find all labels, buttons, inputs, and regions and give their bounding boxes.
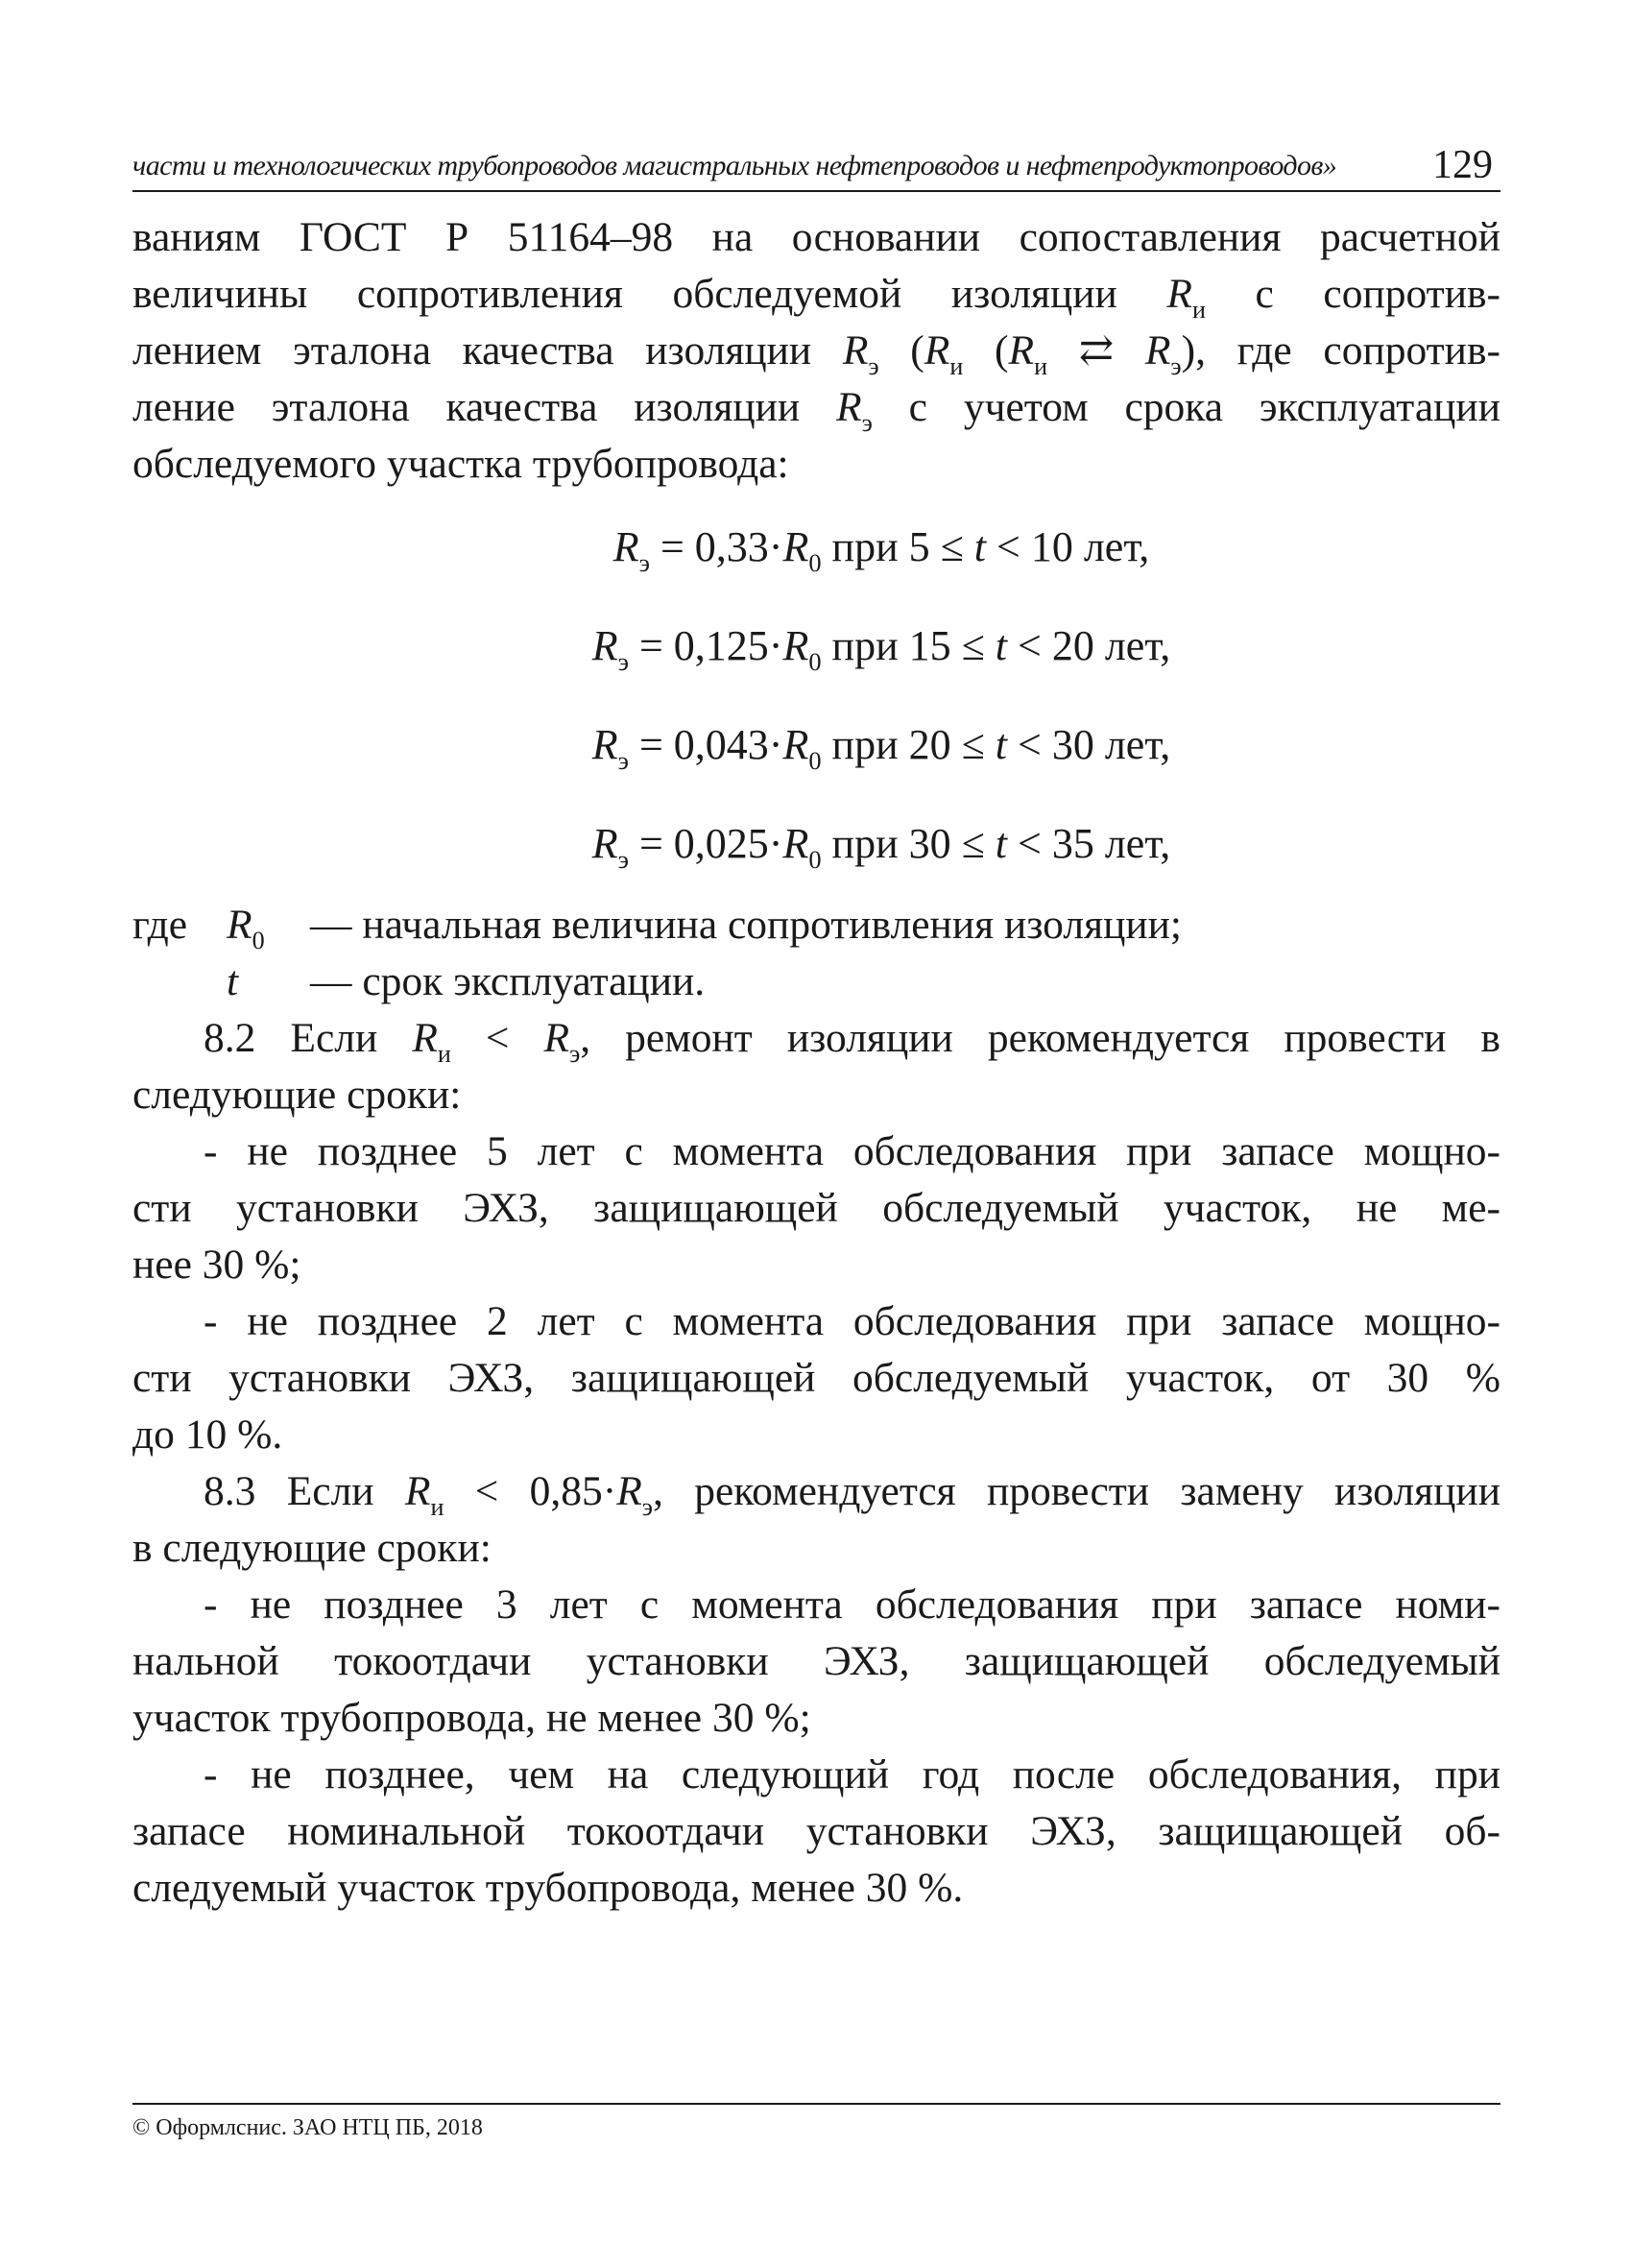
r-e-symbol: $R_э$: [842, 327, 879, 380]
intro-line-5: обследуемого участка трубопровода:: [132, 441, 789, 487]
section-8-2-line-1: 8.2 Если $R_и < R_э$, ремонт изоляции рекомендуется провести в: [204, 1015, 1500, 1068]
r-i-symbol: $R_и$: [1166, 271, 1206, 324]
list-item: - не позднее, чем на следующий год после обследования, при: [204, 1751, 1500, 1798]
formula-row: $R_э = 0,025\cdot R_0$ при 30 ≤ t < 35 лет,: [591, 820, 1171, 875]
list-item: - не позднее 3 лет с момента обследования при запасе номи-: [204, 1581, 1500, 1628]
intro-paragraph: [132, 209, 1500, 493]
definition-r0: где $R_0$ — начальная величина сопротивления изоляции;: [132, 902, 1182, 954]
footer-copyright: © Оформлснис. ЗАО НТЦ ПБ, 2018: [132, 2115, 483, 2140]
intro-line-3: лением эталона качества изоляции $R_э$ ($R_и$ ($R_и$ ⇄ $R_э$), где сопротив-: [132, 327, 1500, 380]
running-header: [132, 142, 1500, 192]
formula-row: $R_э = 0,043\cdot R_0$ при 20 ≤ t < 30 лет,: [591, 721, 1171, 776]
page-number: 129: [1432, 143, 1493, 187]
running-title: части и технологических трубопроводов магистральных нефтепроводов и нефтепродуктопроводов»: [132, 150, 1337, 181]
list-item: - не позднее 5 лет с момента обследования при запасе мощно-: [204, 1128, 1500, 1174]
section-8-3-line-1: 8.3 Если $R_и < 0,85\cdot R_э$, рекомендуется провести замену изоляции: [204, 1468, 1500, 1521]
section-8-2: 8.2 Если $R_и < R_э$, ремонт изоляции рекомендуется провести в следующие сроки: - не позднее 5 лет с момента обследования при запасе мощно- сти установки ЭХЗ, защищающей обследуемый участок, не ме- нее 30 %; - не позднее 2 лет с момента обследования при запасе мощно- сти установки ЭХЗ, защищающей обследуемый участок, от 30 % до 10 %.: [132, 1010, 1500, 1463]
formula-row: $R_э = 0,125\cdot R_0$ при 15 ≤ t < 20 лет,: [591, 622, 1171, 677]
intro-line-2: величины сопротивления обследуемой изоляции $R_и$ с сопротив-: [132, 271, 1500, 324]
formula-row: $R_э = 0,33\cdot R_0$ при 5 ≤ t < 10 лет,: [612, 523, 1150, 578]
intro-line-4: ление эталона качества изоляции $R_э$ с учетом срока эксплуатации: [132, 384, 1500, 437]
intro-line-1: ваниям ГОСТ Р 51164–98 на основании сопоставления расчетной: [132, 214, 1500, 260]
footer-divider: [132, 2103, 1500, 2105]
list-item: - не позднее 2 лет с момента обследования при запасе мощно-: [204, 1298, 1500, 1344]
variable-definitions: [132, 897, 1500, 1010]
exchange-arrow: ⇄: [1047, 327, 1145, 374]
section-8-3: 8.3 Если $R_и < 0,85\cdot R_э$, рекомендуется провести замену изоляции в следующие сроки: - не позднее 3 лет с момента обследования при запасе номи- нальной токоотдачи установки ЭХЗ, защищающей обследуемый участок трубопровода, не менее 30 %; - не позднее, чем на следующий год после обследования, при запасе номинальной токоотдачи установки ЭХЗ, защищающей об- следуемый участок трубопровода, менее 30 %.: [132, 1463, 1500, 1917]
definition-t: t — срок эксплуатации.: [227, 958, 706, 1004]
